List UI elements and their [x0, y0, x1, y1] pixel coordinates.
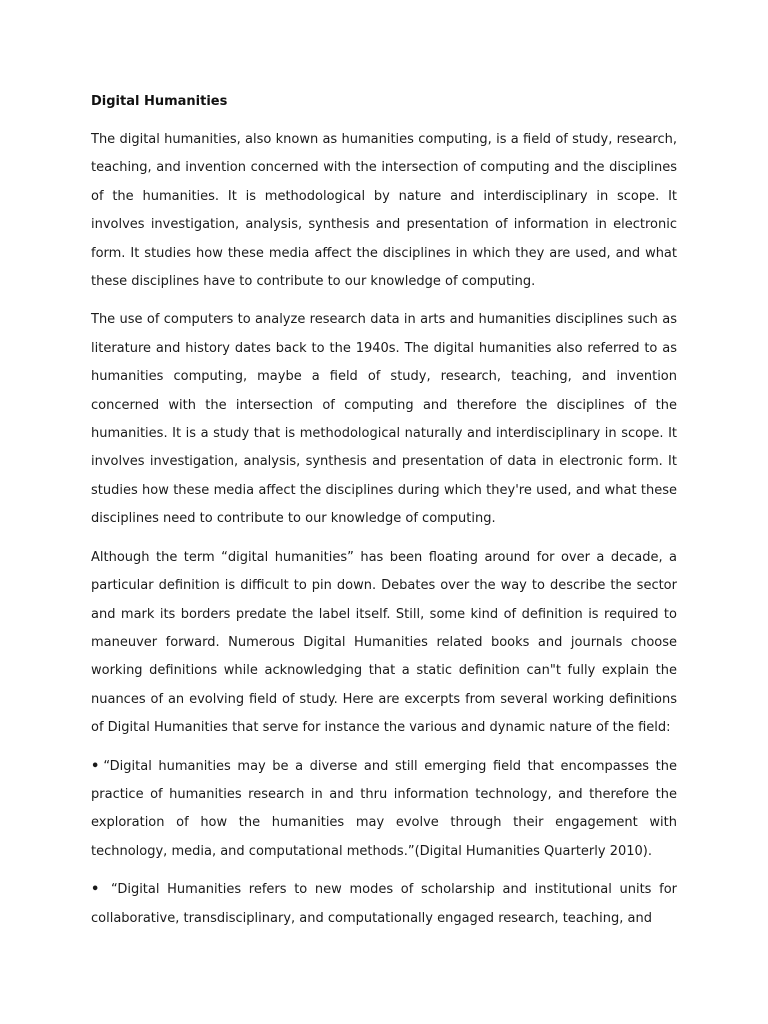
bullet-icon: • [91, 758, 100, 774]
paragraph: The use of computers to analyze research data in arts and humanities disciplines such as literature and history dates back to the 1940s. The digital humanities also referred to as humanities computing, maybe a field of study, research, teaching, and invention concerned with the intersection of computing and therefore the disciplines of the humanities. It is a study that is methodological naturally and interdisciplinary in scope. It involves investigation, analysis, synthesis and presentation of data in electronic form. It studies how these media affect the disciplines during which they're used, and what these disciplines need to contribute to our knowledge of computing. [91, 312, 677, 527]
bullet-item [91, 753, 677, 867]
paragraph: Although the term “digital humanities” has been floating around for over a decade, a particular definition is difficult to pin down. Debates over the way to describe the sector and mark its borders predate the label itself. Still, some kind of definition is required to maneuver forward. Numerous Digital Humanities related books and journals choose working definitions while acknowledging that a static definition can"t fully explain the nuances of an evolving field of study. Here are excerpts from several working definitions of Digital Humanities that serve for instance the various and dynamic nature of the field: [91, 549, 677, 736]
document-title: Digital Humanities [91, 94, 228, 109]
paragraph: The digital humanities, also known as humanities computing, is a field of study, research, teaching, and invention concerned with the intersection of computing and the disciplines of the humanities. It is methodological by nature and interdisciplinary in scope. It involves investigation, analysis, synthesis and presentation of information in electronic form. It studies how these media affect the disciplines in which they are used, and what these disciplines have to contribute to our knowledge of computing. [91, 132, 677, 290]
bullet-text: “Digital Humanities refers to new modes of scholarship and institutional units for collaborative, transdisciplinary, and computationally engaged research, teaching, and [91, 882, 677, 926]
bullet-item [91, 876, 677, 933]
bullet-text: “Digital humanities may be a diverse and still emerging field that encompasses the practice of humanities research in and thru information technology, and therefore the exploration of how the humanities may evolve through their engagement with technology, media, and computational methods.”(Digital Humanities Quarterly 2010). [91, 758, 677, 859]
bullet-icon: • [91, 882, 100, 898]
document-body [91, 88, 677, 943]
